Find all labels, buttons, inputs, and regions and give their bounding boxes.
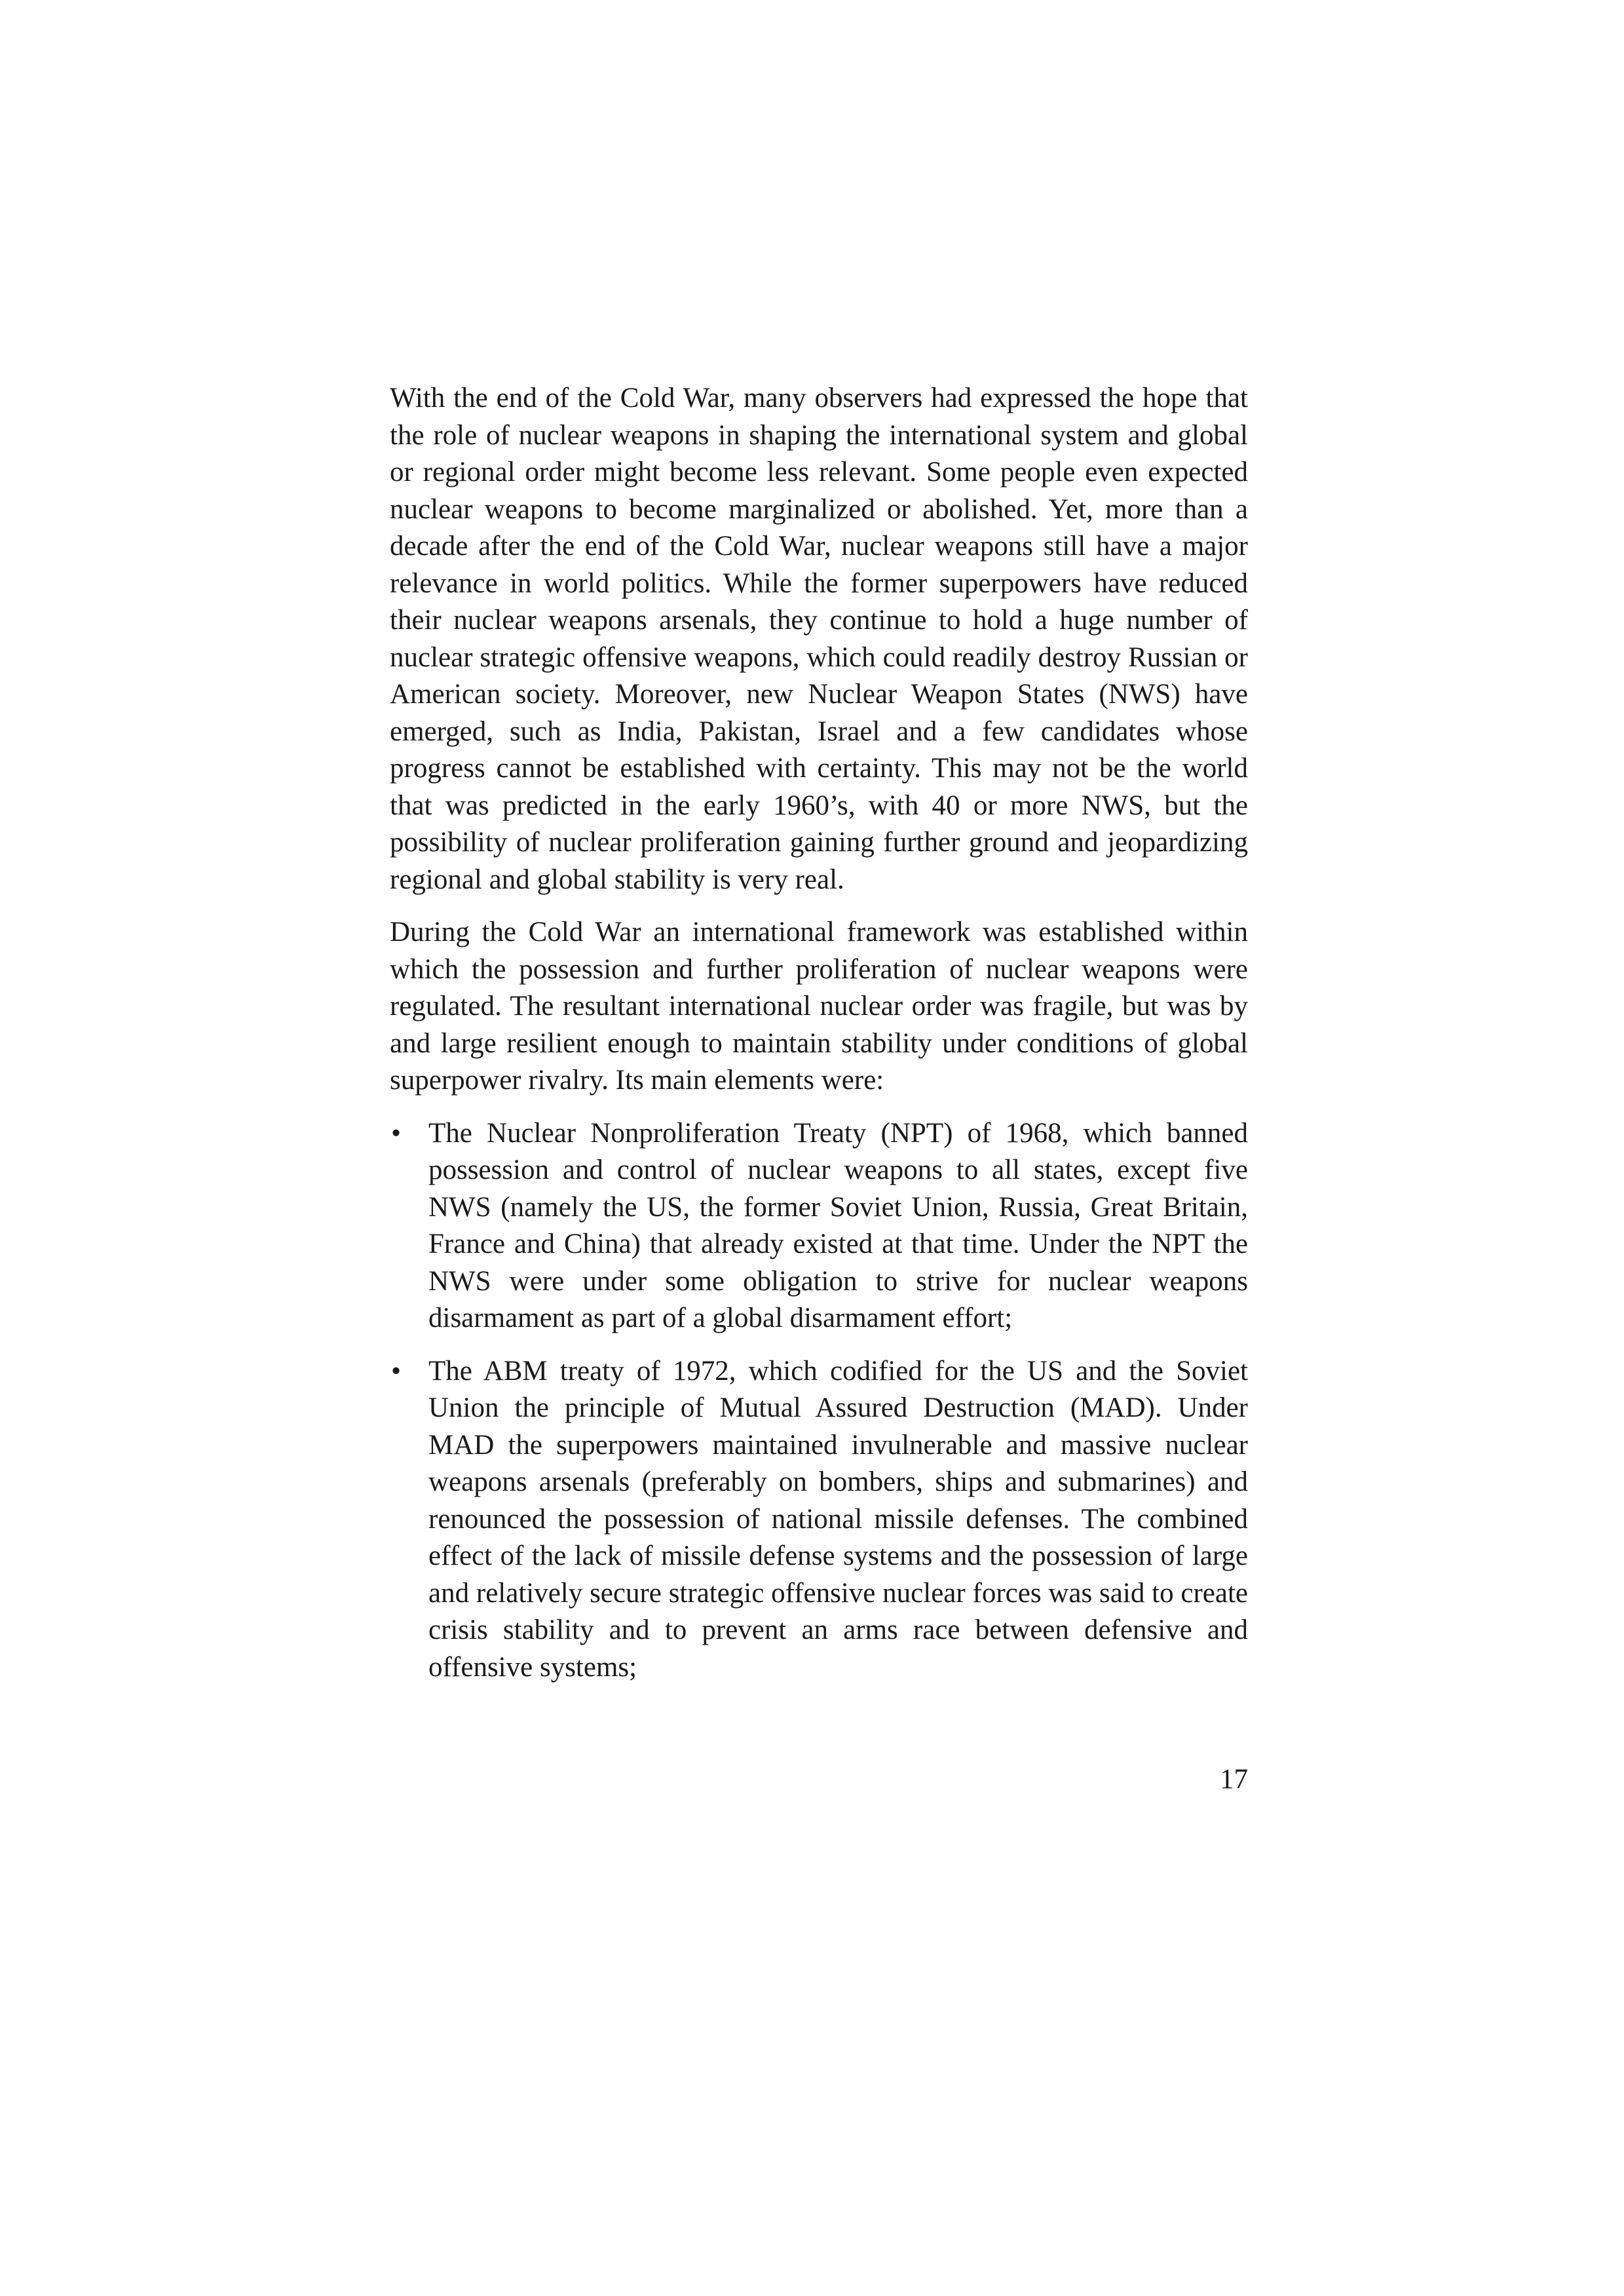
bullet-icon: •	[391, 1117, 402, 1149]
paragraph-2: During the Cold War an international framework was established within which the possession and further proliferation of nuclear weapons were regulated. The resultant international nuclear order was fragile, but was by and large resilient enough to maintain stability under conditions of global superpower rivalry. Its main elements were:	[390, 917, 1248, 1096]
bullet-item-abm	[390, 1353, 1248, 1687]
page-number: 17	[1220, 1764, 1248, 1795]
bullet-list	[390, 1115, 1248, 1687]
paragraph-1: With the end of the Cold War, many observers had expressed the hope that the role of nuclear weapons in shaping the international system and global or regional order might become less relevant. Some people even expected nuclear weapons to become marginalized or abolished. Yet, more than a decade after the end of the Cold War, nuclear weapons still have a major relevance in world politics. While the former superpowers have reduced their nuclear weapons arsenals, they continue to hold a huge number of nuclear strategic offensive weapons, which could readily destroy Russian or American society. Moreover, new Nuclear Weapon States (NWS) have emerged, such as India, Pakistan, Israel and a few candidates whose progress cannot be established with certainty. This may not be the world that was predicted in the early 1960’s, with 40 or more NWS, but the possibility of nuclear proliferation gaining further ground and jeopardizing regional and global stability is very real.	[390, 383, 1248, 895]
bullet-item-npt	[390, 1115, 1248, 1337]
body-text	[390, 380, 1248, 1702]
bullet-text: The Nuclear Nonproliferation Treaty (NPT) of 1968, which banned possession and control of nuclear weapons to all states, except five NWS (namely the US, the former Soviet Union, Russia, Great Britain, France and China) that already existed at that time. Under the NPT the NWS were under some obligation to strive for nuclear weapons disarmament as part of a global disarmament effort;	[428, 1117, 1248, 1333]
bullet-icon: •	[391, 1355, 402, 1387]
bullet-text: The ABM treaty of 1972, which codified for the US and the Soviet Union the principle of Mutual Assured Destruction (MAD). Under MAD the superpowers maintained invulnerable and massive nuclear weapons arsenals (preferably on bombers, ships and submarines) and renounced the possession of national missile defenses. The combined effect of the lack of missile defense systems and the possession of large and relatively secure strategic offensive nuclear forces was said to create crisis stability and to prevent an arms race between defensive and offensive systems;	[428, 1355, 1248, 1683]
